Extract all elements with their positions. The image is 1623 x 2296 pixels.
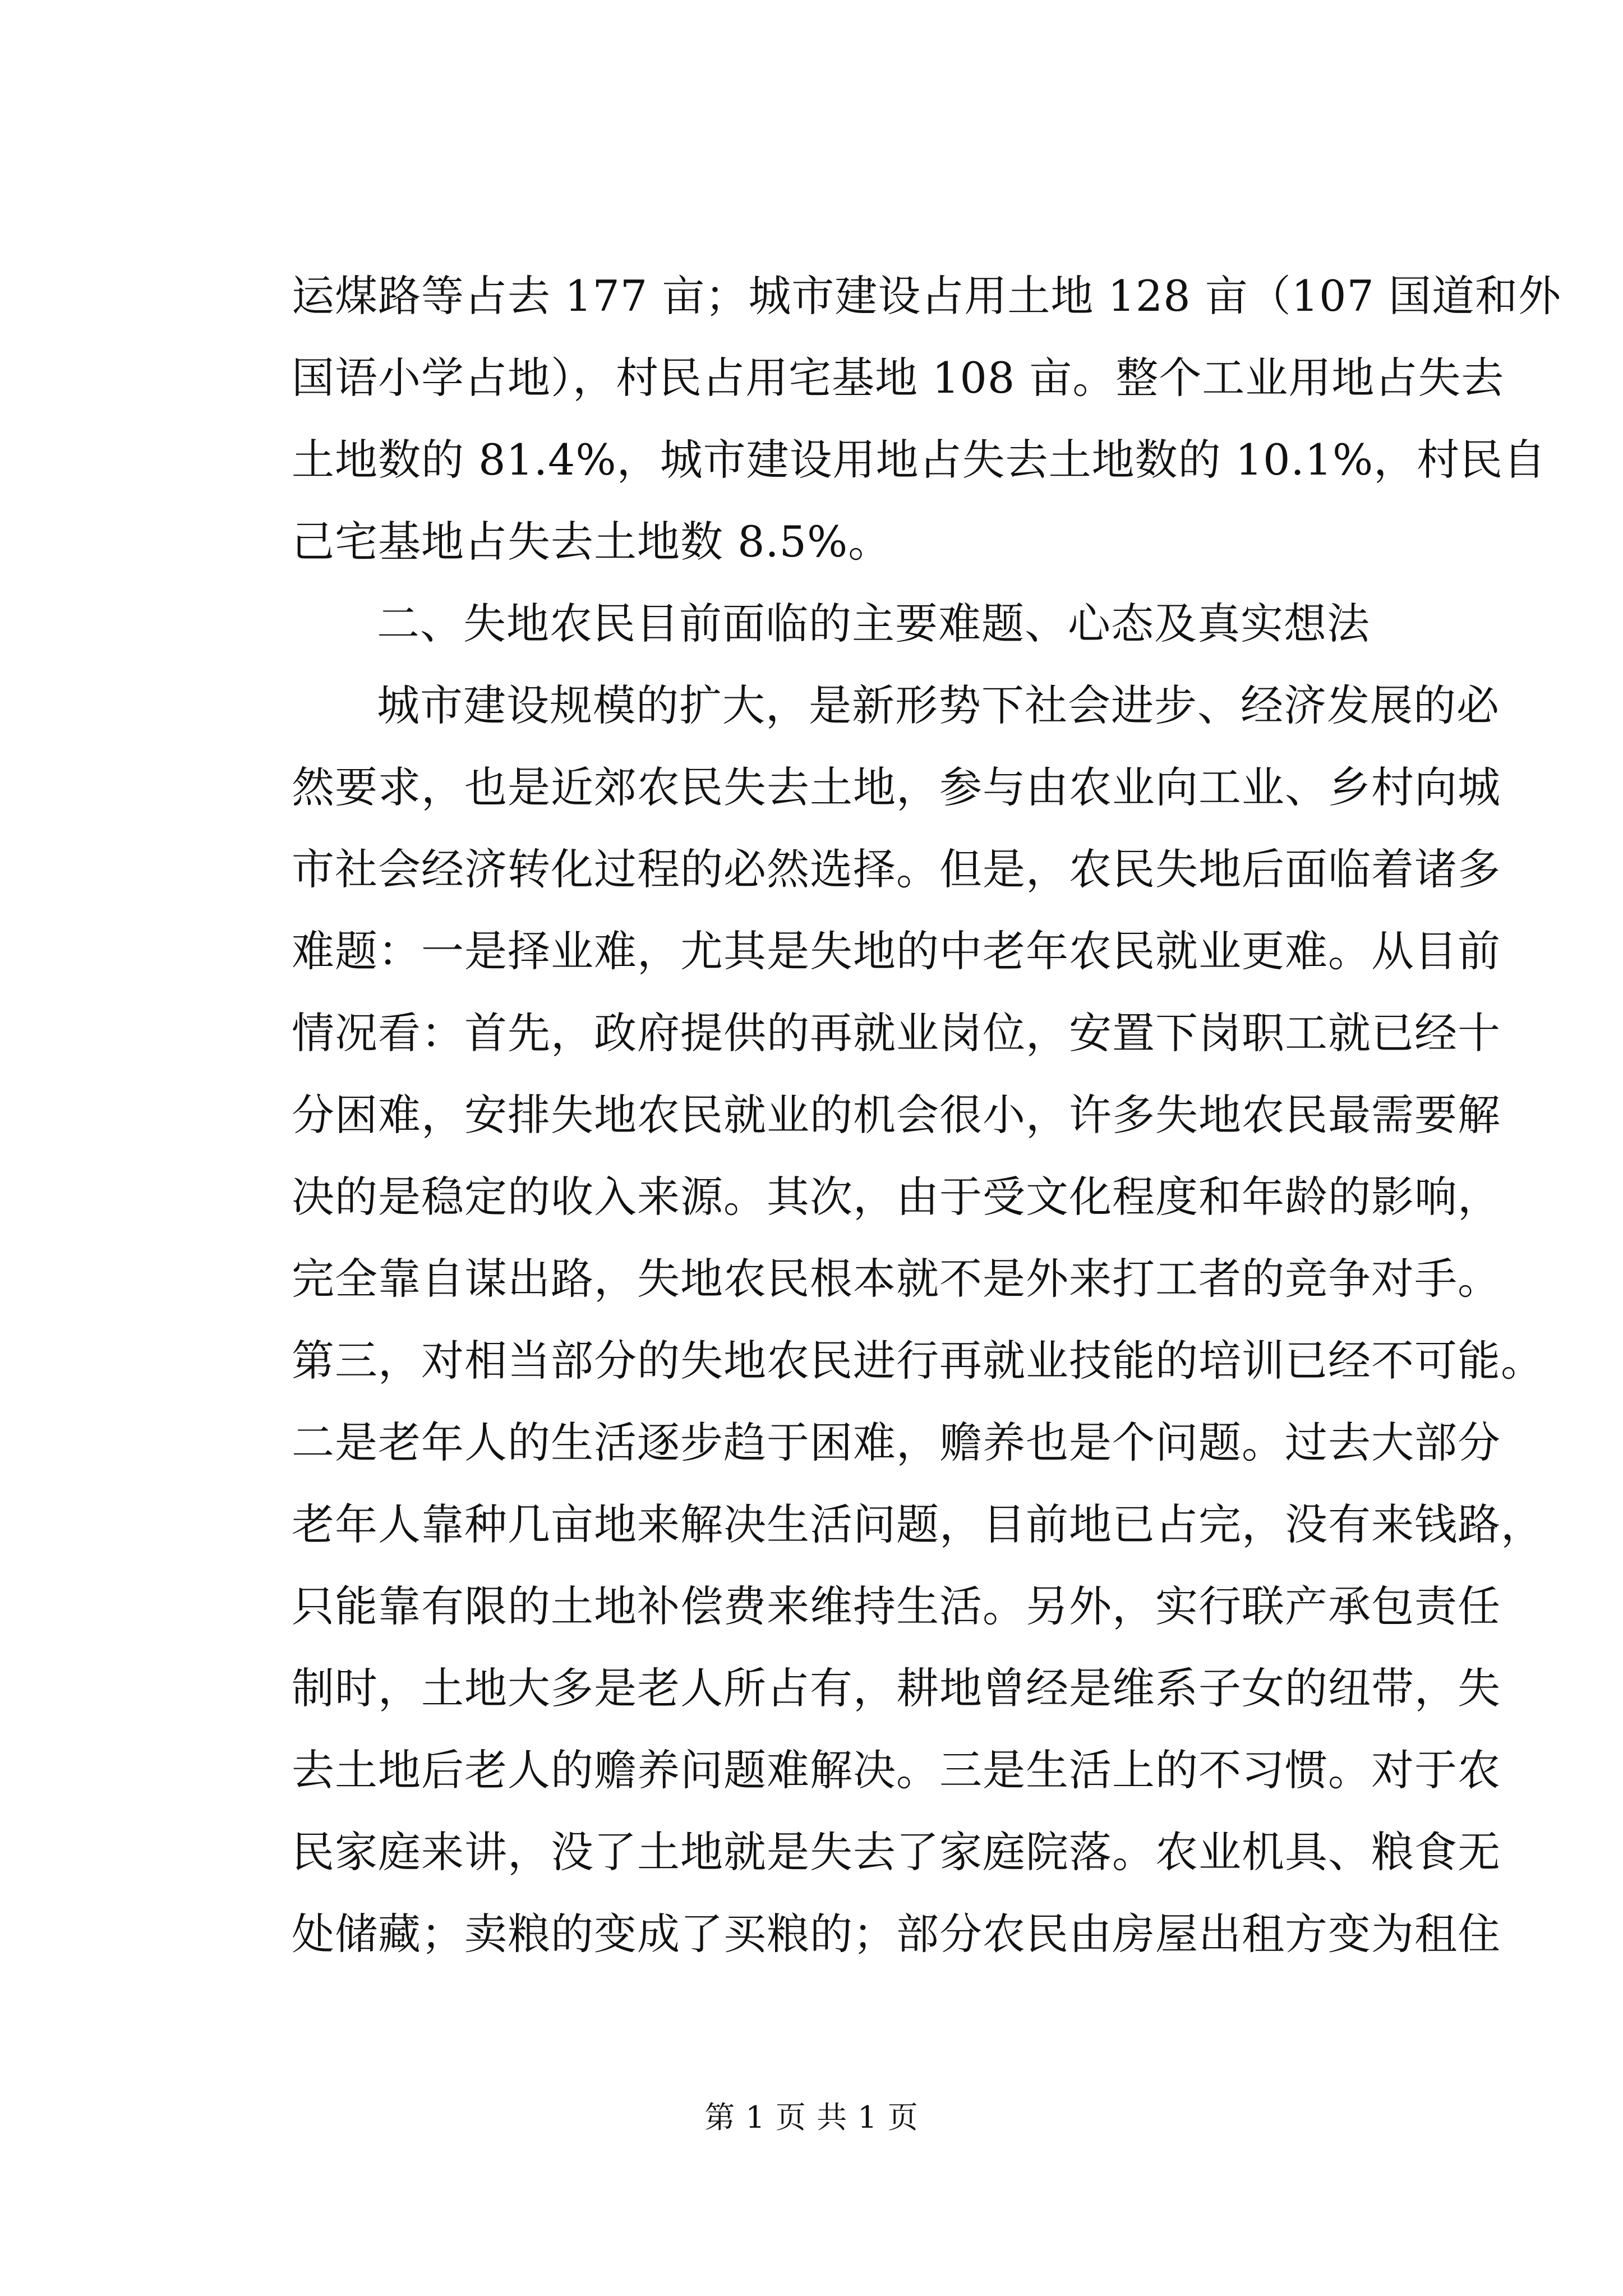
text-line: 二是老年人的生活逐步趋于困难，赡养也是个问题。过去大部分: [292, 1418, 1501, 1467]
text-line: 民家庭来讲，没了土地就是失去了家庭院落。农业机具、粮食无: [292, 1827, 1501, 1877]
text-line: 完全靠自谋出路，失地农民根本就不是外来打工者的竞争对手。: [292, 1254, 1501, 1304]
text-line: 城市建设规模的扩大，是新形势下社会进步、经济发展的必: [377, 680, 1500, 730]
text-line: 制时，土地大多是老人所占有，耕地曾经是维系子女的纽带，失: [292, 1663, 1501, 1713]
document-body: [292, 255, 1561, 1975]
text-line: 国语小学占地），村民占用宅基地 108 亩。整个工业用地占失去: [292, 353, 1505, 403]
text-line: 己宅基地占失去土地数 8.5%。: [292, 517, 892, 567]
text-line: 分困难，安排失地农民就业的机会很小，许多失地农民最需要解: [292, 1090, 1501, 1140]
text-line: 情况看：首先，政府提供的再就业岗位，安置下岗职工就已经十: [292, 1008, 1501, 1058]
text-line: 决的是稳定的收入来源。其次，由于受文化程度和年龄的影响，: [292, 1172, 1501, 1222]
text-line: 只能靠有限的土地补偿费来维持生活。另外，实行联产承包责任: [292, 1581, 1501, 1631]
text-line: 去土地后老人的赡养问题难解决。三是生活上的不习惯。对于农: [292, 1745, 1501, 1795]
text-line: 处储藏；卖粮的变成了买粮的；部分农民由房屋出租方变为租住: [292, 1909, 1501, 1959]
text-line: 运煤路等占去 177 亩；城市建设占用土地 128 亩（107 国道和外: [292, 271, 1561, 321]
text-line: 第三，对相当部分的失地农民进行再就业技能的培训已经不可能。: [292, 1336, 1544, 1386]
text-line: 难题：一是择业难，尤其是失地的中老年农民就业更难。从目前: [292, 926, 1501, 976]
text-line: 老年人靠种几亩地来解决生活问题，目前地已占完，没有来钱路，: [292, 1499, 1544, 1549]
text-line: 然要求，也是近郊农民失去土地，参与由农业向工业、乡村向城: [292, 762, 1501, 812]
text-line: 市社会经济转化过程的必然选择。但是，农民失地后面临着诸多: [292, 844, 1501, 894]
section-heading: 二、失地农民目前面临的主要难题、心态及真实想法: [377, 599, 1370, 648]
page-footer: 第 1 页 共 1 页: [704, 2100, 919, 2135]
text-line: 土地数的 81.4%，城市建设用地占失去土地数的 10.1%，村民自: [292, 435, 1547, 485]
